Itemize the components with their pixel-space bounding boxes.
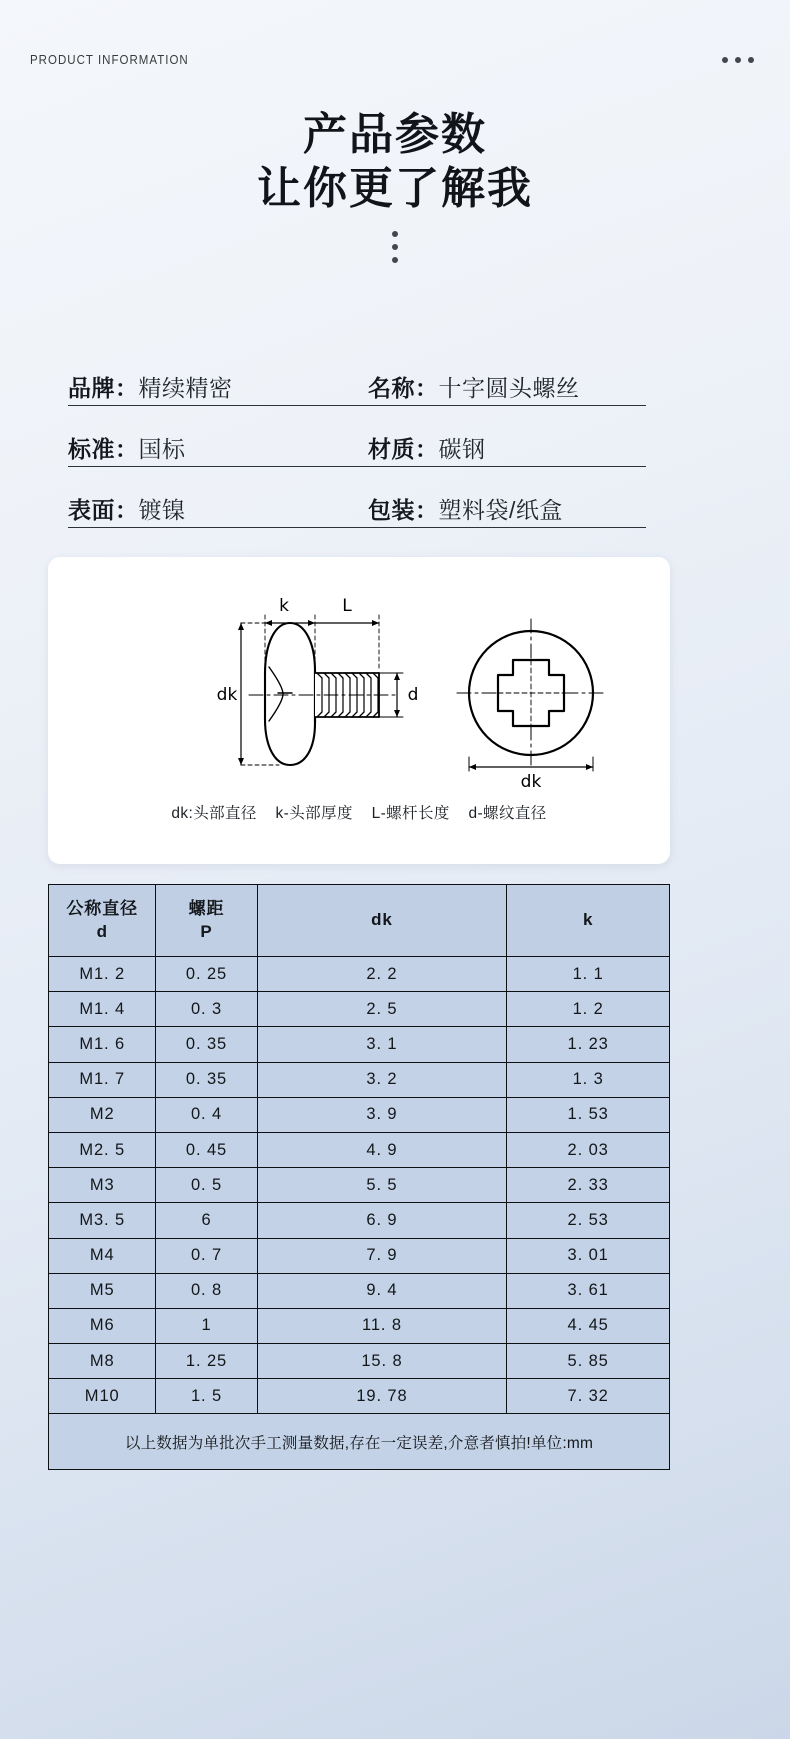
- spec-item-packaging: [368, 499, 563, 522]
- table-row: [49, 1238, 670, 1273]
- cell-pitch: 0. 25: [156, 957, 257, 992]
- cell-k: 1. 2: [507, 992, 670, 1027]
- spec-key: 名称：: [368, 375, 439, 401]
- spec-item-brand: [68, 377, 368, 400]
- table-row: [49, 1273, 670, 1308]
- spec-value: 镀镍: [138, 497, 186, 523]
- spec-item-standard: [68, 438, 368, 461]
- top-bar: [0, 46, 790, 74]
- dimension-label-d: d: [407, 685, 419, 705]
- dimension-label-dk-top: dk: [520, 772, 542, 791]
- cell-dk: 19. 78: [257, 1379, 507, 1414]
- page-title-line2: 让你更了解我: [257, 163, 533, 213]
- eyebrow-label: PRODUCT INFORMATION: [30, 53, 189, 67]
- cell-nominal-diameter: M10: [49, 1379, 156, 1414]
- spec-key: 标准：: [68, 436, 139, 462]
- spec-row: [68, 467, 646, 528]
- dot: [392, 244, 398, 250]
- cell-k: 2. 33: [507, 1168, 670, 1203]
- cell-k: 1. 53: [507, 1097, 670, 1132]
- spec-item-surface: [68, 499, 368, 522]
- header-main: 螺距: [188, 898, 225, 918]
- cell-nominal-diameter: M3. 5: [49, 1203, 156, 1238]
- spec-row: [68, 406, 646, 467]
- cell-pitch: 0. 35: [156, 1027, 257, 1062]
- cell-nominal-diameter: M2. 5: [49, 1132, 156, 1167]
- spec-key: 品牌：: [68, 375, 139, 401]
- table-row: [49, 992, 670, 1027]
- spec-value: 碳钢: [438, 436, 486, 462]
- table-note-row: [49, 1414, 670, 1470]
- header-main: 公称直径: [66, 898, 139, 918]
- table-row: [49, 1097, 670, 1132]
- cell-nominal-diameter: M1. 2: [49, 957, 156, 992]
- diagram-caption: [48, 801, 670, 823]
- table-header-row: [49, 885, 670, 957]
- cell-dk: 7. 9: [257, 1238, 507, 1273]
- spec-key: 包装：: [368, 497, 439, 523]
- caption-k: k-头部厚度: [275, 805, 353, 822]
- page-title-line1: 产品参数: [303, 110, 487, 159]
- spec-value: 精续精密: [138, 375, 233, 401]
- dot: [392, 257, 398, 263]
- column-header-pitch: [156, 885, 257, 957]
- table-row: [49, 1168, 670, 1203]
- cell-nominal-diameter: M1. 7: [49, 1062, 156, 1097]
- cell-dk: 6. 9: [257, 1203, 507, 1238]
- caption-dk: dk:头部直径: [171, 805, 257, 822]
- header-main: dk: [371, 910, 393, 930]
- three-dots-icon: [722, 57, 754, 63]
- table-row: [49, 1132, 670, 1167]
- header-main: k: [582, 910, 594, 930]
- dot: [748, 57, 754, 63]
- caption-L: L-螺杆长度: [371, 805, 450, 822]
- column-header-k: [507, 885, 670, 957]
- header-sub: P: [200, 921, 213, 941]
- cell-k: 1. 23: [507, 1027, 670, 1062]
- cell-nominal-diameter: M6: [49, 1308, 156, 1343]
- cell-nominal-diameter: M1. 6: [49, 1027, 156, 1062]
- page-title: [0, 108, 790, 215]
- table-row: [49, 1203, 670, 1238]
- cell-pitch: 6: [156, 1203, 257, 1238]
- spec-value: 国标: [138, 436, 186, 462]
- cell-k: 3. 61: [507, 1273, 670, 1308]
- header-sub: d: [96, 921, 108, 941]
- table-row: [49, 1027, 670, 1062]
- cell-dk: 4. 9: [257, 1132, 507, 1167]
- spec-item-material: [368, 438, 486, 461]
- screw-technical-drawing: [48, 571, 670, 791]
- column-header-dk: [257, 885, 507, 957]
- column-header-nominal-diameter: [49, 885, 156, 957]
- table-row: [49, 1308, 670, 1343]
- dot: [722, 57, 728, 63]
- cell-nominal-diameter: M8: [49, 1344, 156, 1379]
- cell-pitch: 0. 35: [156, 1062, 257, 1097]
- dot: [392, 231, 398, 237]
- cell-k: 2. 53: [507, 1203, 670, 1238]
- cell-dk: 2. 2: [257, 957, 507, 992]
- cell-dk: 3. 2: [257, 1062, 507, 1097]
- cell-dk: 2. 5: [257, 992, 507, 1027]
- cell-k: 3. 01: [507, 1238, 670, 1273]
- table-row: [49, 1344, 670, 1379]
- table-row: [49, 1379, 670, 1414]
- cell-k: 4. 45: [507, 1308, 670, 1343]
- caption-d: d-螺纹直径: [468, 805, 547, 822]
- vertical-dots-icon: [392, 231, 399, 263]
- spec-list: [68, 345, 646, 528]
- cell-k: 5. 85: [507, 1344, 670, 1379]
- cell-nominal-diameter: M4: [49, 1238, 156, 1273]
- spec-value: 十字圆头螺丝: [438, 375, 580, 401]
- dot: [735, 57, 741, 63]
- dimension-label-dk-side: dk: [216, 685, 238, 705]
- cell-pitch: 1: [156, 1308, 257, 1343]
- cell-k: 2. 03: [507, 1132, 670, 1167]
- cell-nominal-diameter: M5: [49, 1273, 156, 1308]
- table-body: [49, 957, 670, 1470]
- cell-pitch: 0. 8: [156, 1273, 257, 1308]
- table-row: [49, 1062, 670, 1097]
- table-row: [49, 957, 670, 992]
- cell-pitch: 0. 5: [156, 1168, 257, 1203]
- cell-dk: 3. 9: [257, 1097, 507, 1132]
- cell-k: 1. 3: [507, 1062, 670, 1097]
- spec-item-name: [368, 377, 580, 400]
- screw-diagram-svg: [79, 571, 639, 791]
- cell-pitch: 0. 7: [156, 1238, 257, 1273]
- hero-section: [0, 108, 790, 263]
- spec-value: 塑料袋/纸盒: [438, 497, 563, 523]
- diagram-card: [48, 557, 670, 864]
- cell-pitch: 0. 3: [156, 992, 257, 1027]
- dimension-label-k: k: [279, 596, 289, 616]
- cell-nominal-diameter: M2: [49, 1097, 156, 1132]
- table-note: 以上数据为单批次手工测量数据,存在一定误差,介意者慎拍!单位:mm: [49, 1414, 670, 1470]
- cell-k: 7. 32: [507, 1379, 670, 1414]
- spec-key: 材质：: [368, 436, 439, 462]
- cell-nominal-diameter: M3: [49, 1168, 156, 1203]
- dimension-label-L: L: [342, 596, 352, 616]
- cell-nominal-diameter: M1. 4: [49, 992, 156, 1027]
- cell-pitch: 1. 25: [156, 1344, 257, 1379]
- spec-table: [48, 884, 670, 1470]
- cell-pitch: 0. 45: [156, 1132, 257, 1167]
- cell-k: 1. 1: [507, 957, 670, 992]
- cell-pitch: 0. 4: [156, 1097, 257, 1132]
- spec-row: [68, 345, 646, 406]
- cell-dk: 9. 4: [257, 1273, 507, 1308]
- cell-dk: 5. 5: [257, 1168, 507, 1203]
- cell-dk: 15. 8: [257, 1344, 507, 1379]
- cell-dk: 3. 1: [257, 1027, 507, 1062]
- cell-pitch: 1. 5: [156, 1379, 257, 1414]
- cell-dk: 11. 8: [257, 1308, 507, 1343]
- spec-key: 表面：: [68, 497, 139, 523]
- table-head: [49, 885, 670, 957]
- spec-table-container: [48, 884, 670, 1470]
